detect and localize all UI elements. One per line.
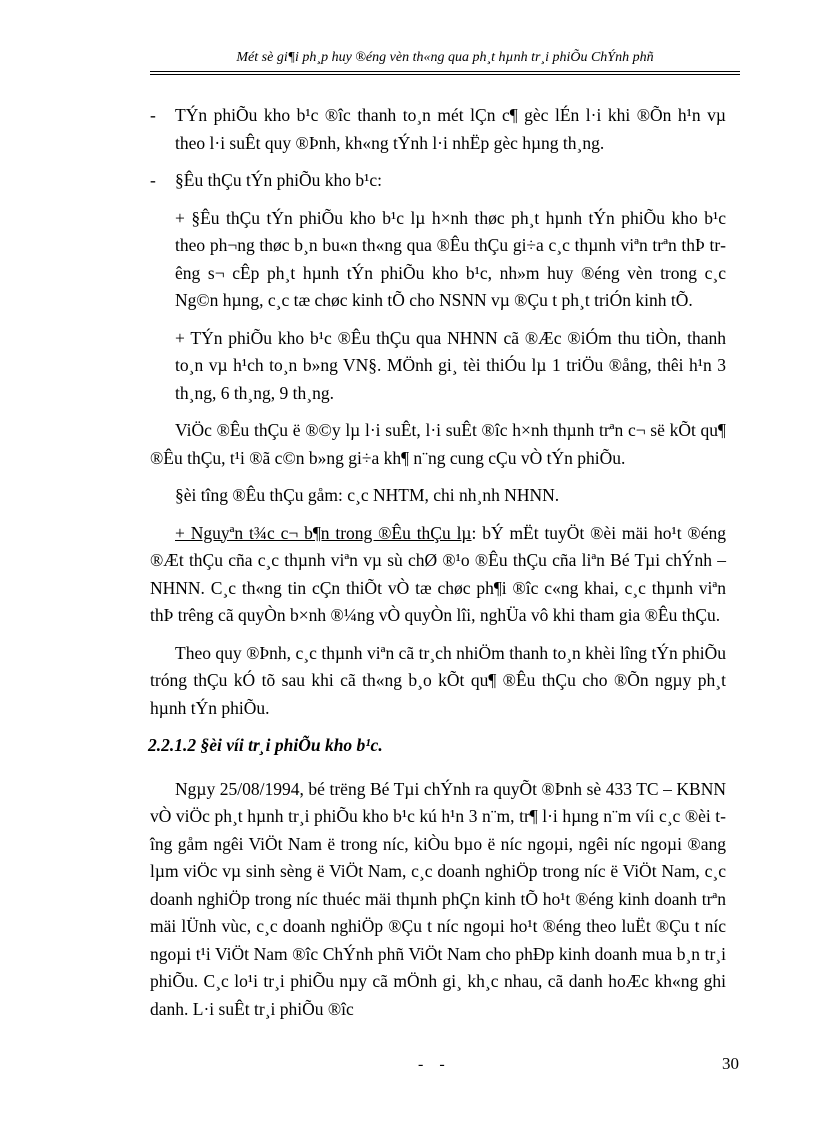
paragraph: + §Êu thÇu tÝn phiÕu kho b¹c lµ h×nh thøc ph¸t hµnh tÝn phiÕu kho b¹c theo ph¬ng thøc b¸n bu«n th«ng qua ®Êu thÇu gi÷a c¸c thµnh viªn trªn thÞ trêng s¬ cÊp ph¸t hµnh tÝn phiÕu kho b¹c, nh»m huy ®éng vèn trong c¸c Ng©n hµng, c¸c tæ chøc kinh tÕ cho NSNN vµ ®Çu t ph¸t triÓn kinh tÕ. (175, 207, 726, 310)
underlined-phrase: + Nguyªn t¾c c¬ b¶n trong ®Êu thÇu lµ (175, 522, 472, 543)
footer-marker: - - (418, 1056, 451, 1073)
document-body (150, 102, 726, 1033)
paragraph: §èi tîng ®Êu thÇu gåm: c¸c NHTM, chi nh¸nh NHNN. (175, 485, 560, 505)
bullet-item (150, 167, 726, 195)
section-heading: 2.2.1.2 §èi víi tr¸i phiÕu kho b¹c. (148, 735, 383, 755)
bullet-dash: - (150, 170, 156, 190)
paragraph (150, 520, 726, 630)
bullet-item (150, 102, 726, 157)
bullet-dash: - (150, 105, 156, 125)
header-rule-bottom (150, 74, 740, 75)
page-header: Mét sè gi¶i ph¸p huy ®éng vèn th«ng qua ph¸t hµnh tr¸i phiÕu ChÝnh phñ (236, 50, 654, 65)
bullet-text: §Êu thÇu tÝn phiÕu kho b¹c: (175, 170, 382, 190)
paragraph: Ngµy 25/08/1994, bé trëng Bé Tµi chÝnh ra quyÕt ®Þnh sè 433 TC – KBNN vÒ viÖc ph¸t hµnh tr¸i phiÕu kho b¹c kú h¹n 3 n¨m, tr¶ l·i hµng n¨m víi c¸c ®èi tîng gåm ngêi ViÖt Nam ë trong níc, kiÒu bµo ë níc ngoµi, ngêi níc ngoµi ®ang lµm viÖc vµ sinh sèng ë ViÖt Nam, c¸c doanh nghiÖp trong níc ë ViÖt Nam, c¸c doanh nghiÖp trong níc thuéc mäi thµnh phÇn kinh tÕ ho¹t ®éng kinh doanh trªn mäi lÜnh vùc, c¸c doanh nghiÖp ®Çu t níc ngoµi ho¹t ®éng theo luËt ®Çu t níc ngoµi t¹i ViÖt Nam ®îc ChÝnh phñ ViÖt Nam cho phÐp kinh doanh mua b¸n tr¸i phiÕu. C¸c lo¹i tr¸i phiÕu nµy cã mÖnh gi¸ kh¸c nhau, cã danh hoÆc kh«ng ghi danh. L·i suÊt tr¸i phiÕu ®îc (150, 778, 726, 1019)
bullet-text: TÝn phiÕu kho b¹c ®îc thanh to¸n mét lÇn c¶ gèc lÉn l·i khi ®Õn h¹n vµ theo l·i suÊt quy ®Þnh, kh«ng tÝnh l·i nhËp gèc hµng th¸ng. (175, 105, 726, 153)
paragraph: ViÖc ®Êu thÇu ë ®©y lµ l·i suÊt, l·i suÊt ®îc h×nh thµnh trªn c¬ së kÕt qu¶ ®Êu thÇu, t¹i ®ã c©n b»ng gi÷a kh¶ n¨ng cung cÇu vÒ tÝn phiÕu. (150, 420, 726, 468)
paragraph: Theo quy ®Þnh, c¸c thµnh viªn cã tr¸ch nhiÖm thanh to¸n khèi lîng tÝn phiÕu tróng thÇu kÓ tõ sau khi cã th«ng b¸o kÕt qu¶ ®Êu thÇu cho ®Õn ngµy ph¸t hµnh tÝn phiÕu. (150, 642, 726, 718)
paragraph-continuation: : bÝ mËt tuyÖt ®èi mäi ho¹t ®éng ®Æt thÇu cña c¸c thµnh viªn vµ sù chØ ®¹o ®Êu thÇu cña liªn Bé Tµi chÝnh – NHNN. C¸c th«ng tin cÇn thiÕt vÒ tæ chøc ph¶i ®îc c«ng khai, c¸c thµnh viªn thÞ trêng cã quyÒn b×nh ®¼ng vÒ quyÒn lîi, nghÜa vô khi tham gia ®Êu thÇu. (150, 522, 726, 625)
header-rule-top (150, 71, 740, 72)
paragraph: + TÝn phiÕu kho b¹c ®Êu thÇu qua NHNN cã ®Æc ®iÓm thu tiÒn, thanh to¸n vµ h¹ch to¸n b»ng VN§. MÖnh gi¸ tèi thiÓu lµ 1 triÖu ®ång, thêi h¹n 3 th¸ng, 6 th¸ng, 9 th¸ng. (175, 327, 726, 403)
page-number: 30 (722, 1054, 739, 1073)
